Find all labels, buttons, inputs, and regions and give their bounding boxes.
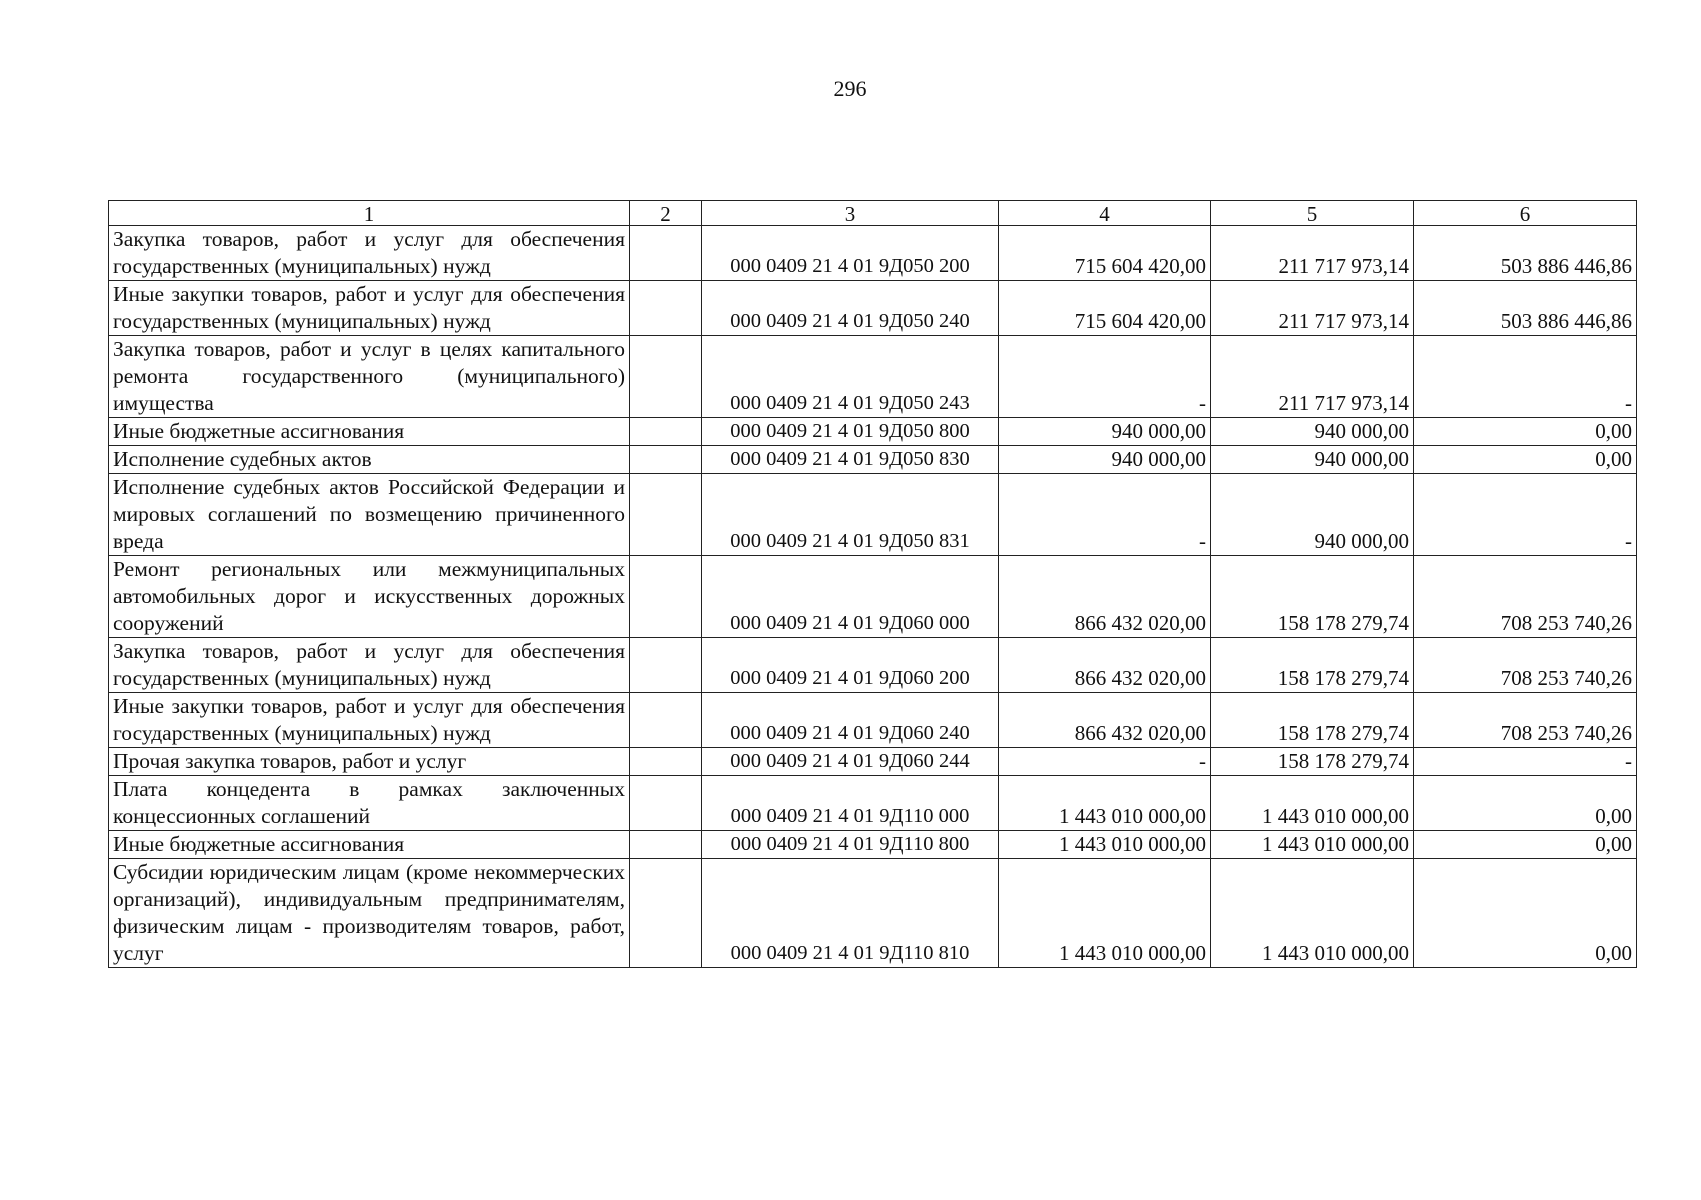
row-executed-cell: 158 178 279,74 (1211, 748, 1414, 776)
row-approved-cell: 715 604 420,00 (999, 226, 1211, 281)
budget-table (108, 200, 1637, 968)
column-header: 4 (999, 201, 1211, 226)
row-executed-cell: 1 443 010 000,00 (1211, 859, 1414, 968)
row-col2-cell (630, 446, 702, 474)
page-number: 296 (833, 76, 867, 101)
row-code-cell: 000 0409 21 4 01 9Д060 200 (702, 638, 999, 693)
table-row (109, 281, 1637, 336)
column-header: 2 (630, 201, 702, 226)
column-header: 3 (702, 201, 999, 226)
row-remaining-cell: 0,00 (1414, 776, 1637, 831)
row-remaining-cell: 0,00 (1414, 831, 1637, 859)
table-body (109, 226, 1637, 968)
row-code-cell: 000 0409 21 4 01 9Д050 243 (702, 336, 999, 418)
row-approved-cell: 866 432 020,00 (999, 638, 1211, 693)
table-row (109, 556, 1637, 638)
row-code-cell: 000 0409 21 4 01 9Д050 240 (702, 281, 999, 336)
row-executed-cell: 1 443 010 000,00 (1211, 831, 1414, 859)
table-row (109, 226, 1637, 281)
column-header: 1 (109, 201, 630, 226)
row-approved-cell: 866 432 020,00 (999, 556, 1211, 638)
table-row (109, 336, 1637, 418)
table-row (109, 859, 1637, 968)
row-name-cell: Плата концедента в рамках заключенных концессионных соглашений (109, 776, 630, 831)
row-col2-cell (630, 474, 702, 556)
row-remaining-cell: 0,00 (1414, 859, 1637, 968)
row-name-cell: Исполнение судебных актов (109, 446, 630, 474)
row-name-cell: Иные закупки товаров, работ и услуг для обеспечения государственных (муниципальных) нужд (109, 693, 630, 748)
row-col2-cell (630, 748, 702, 776)
row-approved-cell: 866 432 020,00 (999, 693, 1211, 748)
row-executed-cell: 1 443 010 000,00 (1211, 776, 1414, 831)
row-approved-cell: 1 443 010 000,00 (999, 776, 1211, 831)
row-col2-cell (630, 418, 702, 446)
table-row (109, 446, 1637, 474)
row-name-cell: Субсидии юридическим лицам (кроме некоммерческих организаций), индивидуальным предпринимателям, физическим лицам - производителям товаров, работ, услуг (109, 859, 630, 968)
row-approved-cell: - (999, 748, 1211, 776)
table-row (109, 831, 1637, 859)
row-executed-cell: 940 000,00 (1211, 474, 1414, 556)
row-code-cell: 000 0409 21 4 01 9Д110 800 (702, 831, 999, 859)
row-col2-cell (630, 831, 702, 859)
row-remaining-cell: 0,00 (1414, 446, 1637, 474)
row-name-cell: Иные бюджетные ассигнования (109, 831, 630, 859)
row-approved-cell: 940 000,00 (999, 418, 1211, 446)
row-col2-cell (630, 281, 702, 336)
row-col2-cell (630, 336, 702, 418)
row-remaining-cell: - (1414, 748, 1637, 776)
row-executed-cell: 940 000,00 (1211, 418, 1414, 446)
row-executed-cell: 940 000,00 (1211, 446, 1414, 474)
row-approved-cell: 715 604 420,00 (999, 281, 1211, 336)
column-header: 6 (1414, 201, 1637, 226)
row-col2-cell (630, 638, 702, 693)
row-executed-cell: 211 717 973,14 (1211, 336, 1414, 418)
table-header-row (109, 201, 1637, 226)
row-col2-cell (630, 776, 702, 831)
row-code-cell: 000 0409 21 4 01 9Д050 200 (702, 226, 999, 281)
row-name-cell: Исполнение судебных актов Российской Федерации и мировых соглашений по возмещению причиненного вреда (109, 474, 630, 556)
row-code-cell: 000 0409 21 4 01 9Д050 831 (702, 474, 999, 556)
row-approved-cell: 940 000,00 (999, 446, 1211, 474)
row-code-cell: 000 0409 21 4 01 9Д060 000 (702, 556, 999, 638)
row-executed-cell: 211 717 973,14 (1211, 226, 1414, 281)
row-code-cell: 000 0409 21 4 01 9Д110 810 (702, 859, 999, 968)
row-executed-cell: 211 717 973,14 (1211, 281, 1414, 336)
row-name-cell: Иные бюджетные ассигнования (109, 418, 630, 446)
row-name-cell: Прочая закупка товаров, работ и услуг (109, 748, 630, 776)
row-col2-cell (630, 859, 702, 968)
row-col2-cell (630, 226, 702, 281)
row-remaining-cell: 503 886 446,86 (1414, 226, 1637, 281)
row-remaining-cell: 708 253 740,26 (1414, 693, 1637, 748)
column-header: 5 (1211, 201, 1414, 226)
row-executed-cell: 158 178 279,74 (1211, 693, 1414, 748)
table-row (109, 748, 1637, 776)
row-remaining-cell: 708 253 740,26 (1414, 638, 1637, 693)
row-code-cell: 000 0409 21 4 01 9Д110 000 (702, 776, 999, 831)
row-executed-cell: 158 178 279,74 (1211, 556, 1414, 638)
row-approved-cell: - (999, 474, 1211, 556)
table-row (109, 776, 1637, 831)
row-name-cell: Иные закупки товаров, работ и услуг для обеспечения государственных (муниципальных) нужд (109, 281, 630, 336)
row-remaining-cell: 503 886 446,86 (1414, 281, 1637, 336)
row-col2-cell (630, 693, 702, 748)
row-executed-cell: 158 178 279,74 (1211, 638, 1414, 693)
table-row (109, 638, 1637, 693)
table-row (109, 474, 1637, 556)
row-remaining-cell: 708 253 740,26 (1414, 556, 1637, 638)
row-remaining-cell: - (1414, 474, 1637, 556)
row-name-cell: Закупка товаров, работ и услуг для обеспечения государственных (муниципальных) нужд (109, 226, 630, 281)
row-code-cell: 000 0409 21 4 01 9Д060 244 (702, 748, 999, 776)
table-row (109, 418, 1637, 446)
row-name-cell: Ремонт региональных или межмуниципальных автомобильных дорог и искусственных дорожных сооружений (109, 556, 630, 638)
row-remaining-cell: - (1414, 336, 1637, 418)
row-remaining-cell: 0,00 (1414, 418, 1637, 446)
row-col2-cell (630, 556, 702, 638)
table-row (109, 693, 1637, 748)
row-approved-cell: 1 443 010 000,00 (999, 831, 1211, 859)
row-code-cell: 000 0409 21 4 01 9Д050 800 (702, 418, 999, 446)
row-name-cell: Закупка товаров, работ и услуг в целях капитального ремонта государственного (муниципального) имущества (109, 336, 630, 418)
row-approved-cell: 1 443 010 000,00 (999, 859, 1211, 968)
row-approved-cell: - (999, 336, 1211, 418)
row-code-cell: 000 0409 21 4 01 9Д050 830 (702, 446, 999, 474)
row-code-cell: 000 0409 21 4 01 9Д060 240 (702, 693, 999, 748)
row-name-cell: Закупка товаров, работ и услуг для обеспечения государственных (муниципальных) нужд (109, 638, 630, 693)
